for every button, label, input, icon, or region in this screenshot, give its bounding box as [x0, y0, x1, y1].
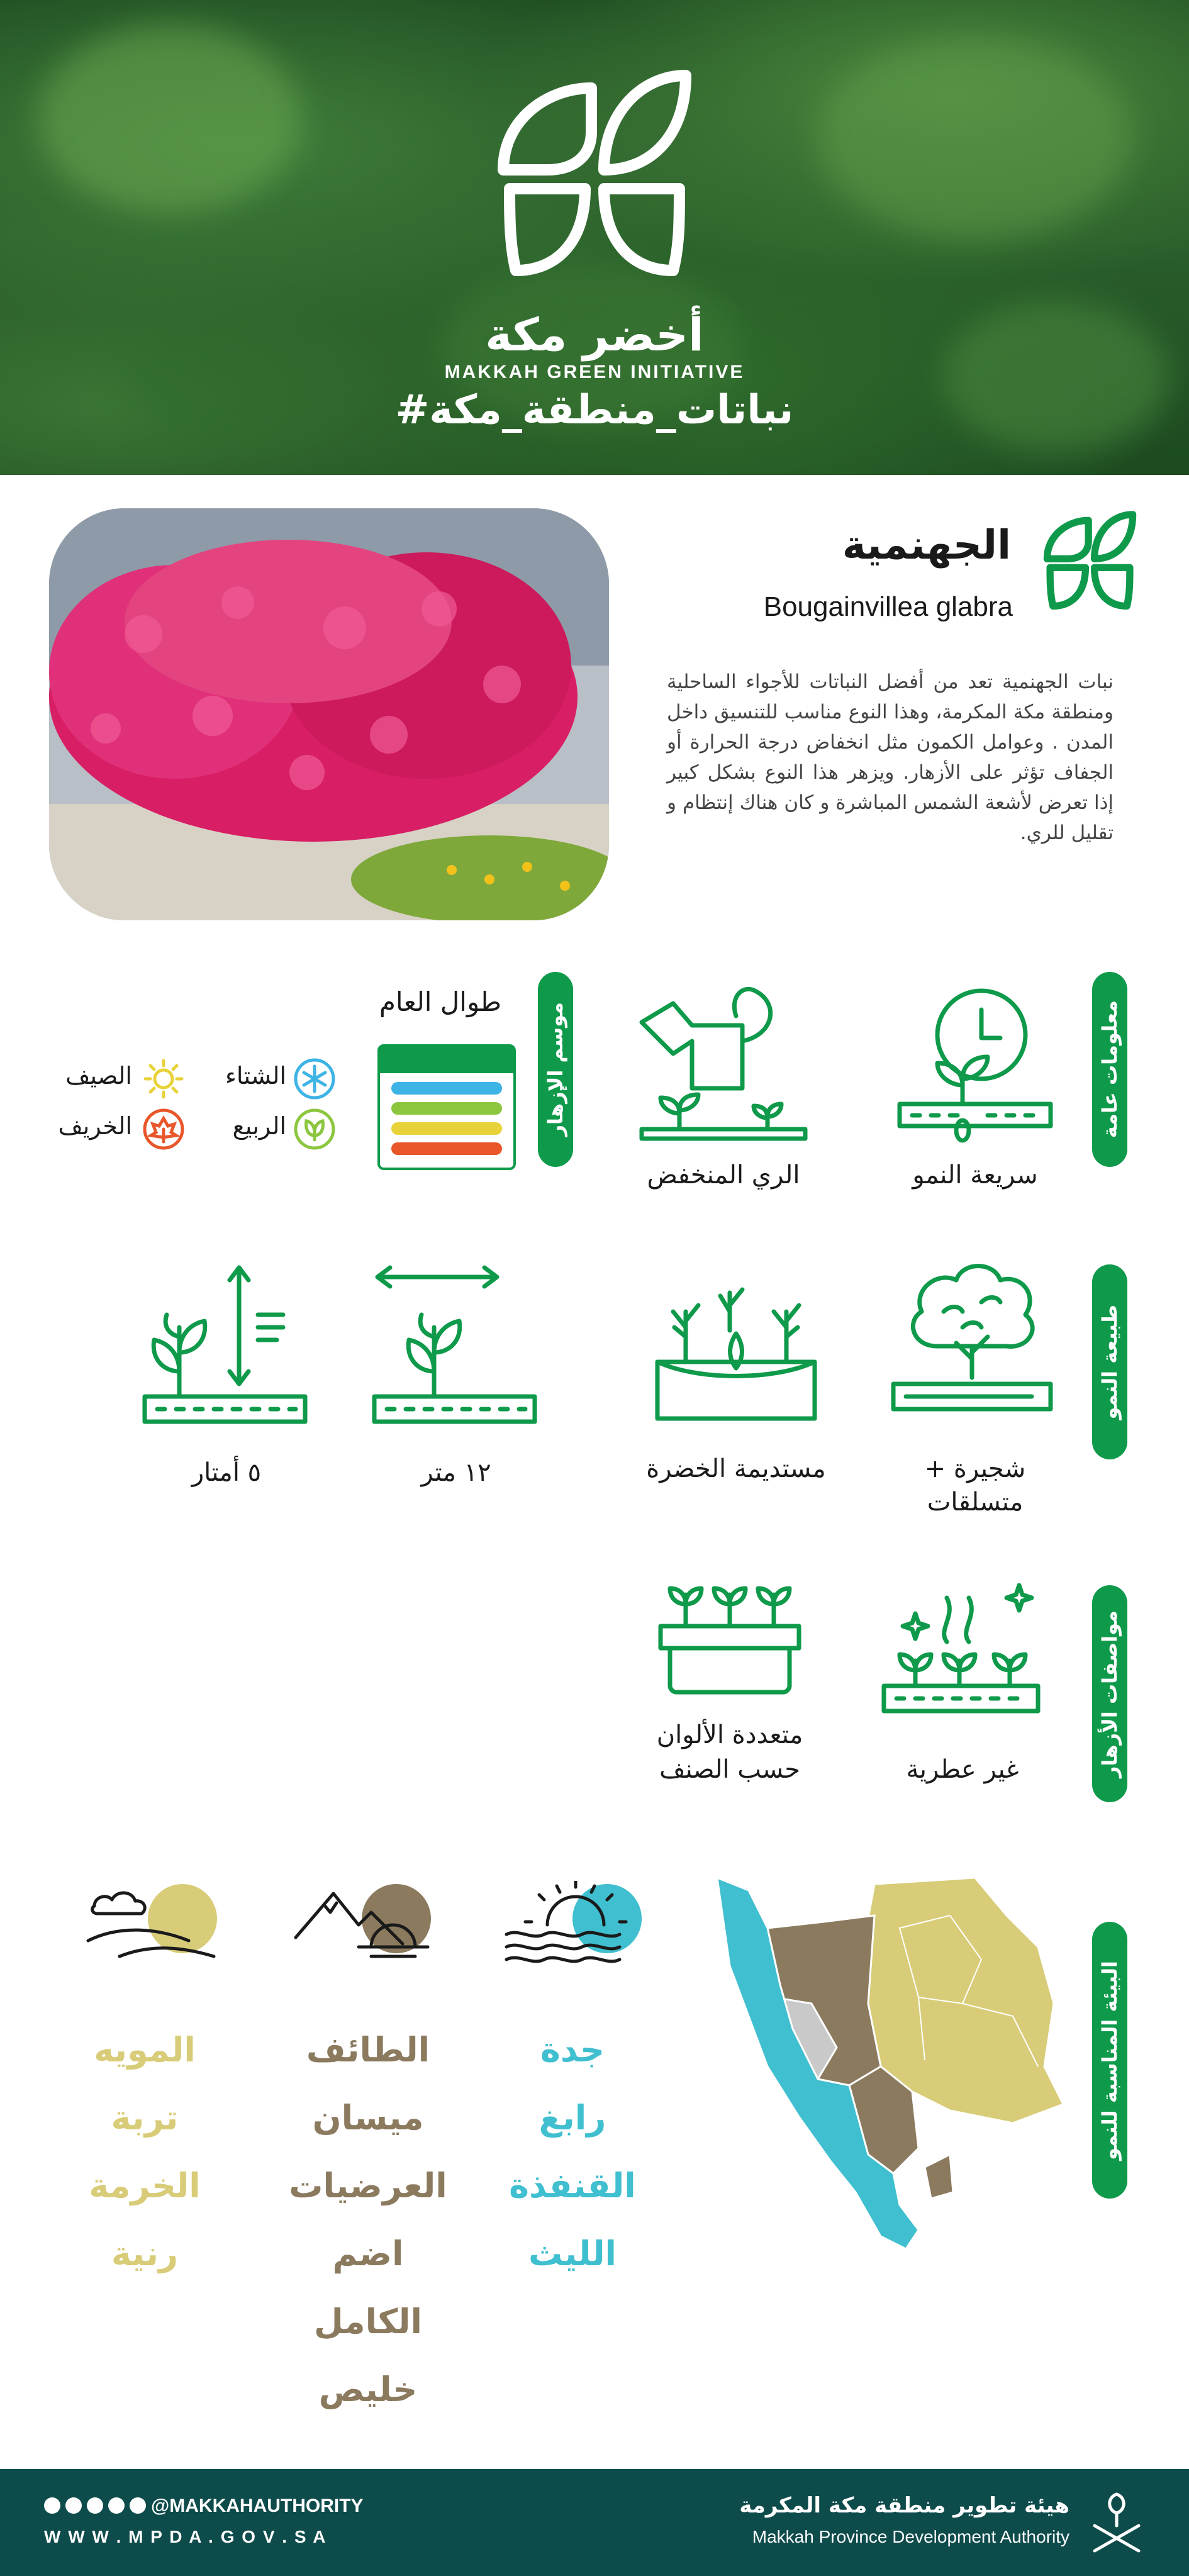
calendar-bar: [391, 1122, 502, 1135]
colors-line2: حسب الصنف: [659, 1755, 800, 1784]
authority-english: Makkah Province Development Authority: [752, 2527, 1069, 2546]
multicolor-flowers-icon: [648, 1570, 812, 1695]
header-banner: [0, 0, 1189, 475]
mountain-cities-list: [277, 2016, 459, 2424]
desert-region-icon: [82, 1881, 226, 1969]
desert-cities-list: [69, 2016, 220, 2288]
hashtag: #نباتات_منطقة_مكة: [395, 387, 794, 433]
growth-rate-label: سريعة النمو: [912, 1161, 1038, 1190]
city-mountain: ميسان: [312, 2098, 424, 2138]
shrub-tree-icon: [887, 1252, 1057, 1428]
autumn-label: الخريف: [58, 1112, 132, 1140]
calendar-bar: [391, 1082, 502, 1095]
seasons-legend: [38, 1057, 346, 1145]
mountain-region-icon: [289, 1881, 440, 1969]
growth-type-line1: شجيرة +: [924, 1454, 1026, 1483]
city-mountain: خليص: [318, 2370, 418, 2409]
tab-flower-specs: مواصفات الأزهار: [1092, 1585, 1127, 1802]
city-mountain: العرضيات: [289, 2166, 447, 2205]
city-mountain: اضم: [332, 2234, 404, 2273]
plant-scientific-name: Bougainvillea glabra: [763, 591, 1013, 622]
city-coastal: القنفذة: [509, 2166, 636, 2205]
makkah-green-logo-icon: [491, 63, 698, 289]
evergreen-label: مستديمة الخضرة: [646, 1454, 826, 1483]
social-icons: [44, 2497, 146, 2516]
summer-label: الصيف: [65, 1062, 132, 1090]
calendar-bar: [391, 1142, 502, 1155]
saudi-emblem-icon: [1088, 2488, 1145, 2557]
twitter-icon[interactable]: [108, 2497, 125, 2514]
tab-growth-nature: طبيعة النمو: [1092, 1264, 1127, 1459]
coastal-region-icon: [500, 1881, 645, 1969]
tab-general-info: معلومات عامة: [1092, 972, 1127, 1167]
irrigation-label: الري المنخفض: [647, 1161, 800, 1190]
colors-line1: متعددة الألوان: [656, 1720, 803, 1749]
city-desert: الخرمة: [89, 2166, 201, 2205]
calendar-icon: [377, 1044, 516, 1170]
brand-english: MAKKAH GREEN INITIATIVE: [444, 362, 745, 382]
non-fragrant-icon: [881, 1579, 1044, 1724]
city-mountain: الكامل: [313, 2302, 423, 2341]
coastal-cities-list: [497, 2016, 648, 2288]
tab-flowering-season: موسم الإزهار: [538, 972, 573, 1167]
plant-description: نبات الجهنمية تعد من أفضل النباتات للأجواء الساحلية ومنطقة مكة المكرمة، وهذا النوع مناسب للتنسيق داخل المدن . وعوامل الكمون مثل انخفاض درجة الحرارة أو الجفاف تؤثر على الأزهار. ويزهر هذا النوع بشكل كبير إذا تعرض لأشعة الشمس المباشرة و كان هناك إنتظام و تقليل للري.: [667, 671, 1114, 844]
city-desert: رنية: [111, 2234, 179, 2273]
evergreen-icon: [648, 1268, 824, 1428]
makkah-region-map: [711, 1878, 1063, 2249]
plant-width-icon: [371, 1264, 541, 1428]
leaf-logo-icon: [1041, 508, 1139, 615]
brand-arabic: أخضر مكة: [485, 308, 704, 361]
tab-suitable-environment: البيئة المناسبة للنمو: [1092, 1922, 1127, 2199]
plant-height-icon: [142, 1264, 311, 1428]
fast-growth-icon: [893, 984, 1057, 1154]
calendar-bar: [391, 1102, 502, 1115]
social-handle[interactable]: @MAKKAHAUTHORITY: [151, 2495, 364, 2516]
width-label: ١٢ متر: [421, 1458, 491, 1487]
website-link[interactable]: W W W . M P D A . G O V . S A: [44, 2527, 327, 2546]
winter-label: الشتاء: [225, 1062, 286, 1090]
spring-icon: [293, 1107, 337, 1151]
authority-arabic: هيئة تطوير منطقة مكة المكرمة: [739, 2493, 1069, 2518]
spring-label: الربيع: [232, 1112, 286, 1140]
youtube-icon[interactable]: [87, 2497, 103, 2514]
city-coastal: جدة: [540, 2030, 605, 2070]
footer: [0, 2469, 1189, 2576]
plant-name: الجهنمية: [842, 522, 1011, 569]
autumn-icon: [142, 1107, 186, 1151]
scent-label: غير عطرية: [906, 1755, 1019, 1784]
snapchat-icon[interactable]: [130, 2497, 146, 2514]
low-irrigation-icon: [635, 978, 812, 1154]
city-coastal: الليث: [528, 2234, 617, 2273]
city-desert: المويه: [94, 2030, 196, 2070]
plant-photo: [49, 508, 609, 920]
city-mountain: الطائف: [306, 2030, 430, 2070]
year-round-label: طوال العام: [379, 986, 502, 1017]
height-label: ٥ أمتار: [191, 1458, 262, 1487]
growth-type-line2: متسلقات: [927, 1488, 1024, 1517]
winter-icon: [293, 1057, 337, 1101]
city-coastal: رابغ: [539, 2098, 606, 2138]
summer-icon: [142, 1057, 186, 1101]
facebook-icon[interactable]: [65, 2497, 82, 2514]
city-desert: تربة: [111, 2098, 179, 2138]
instagram-icon[interactable]: [44, 2497, 60, 2514]
